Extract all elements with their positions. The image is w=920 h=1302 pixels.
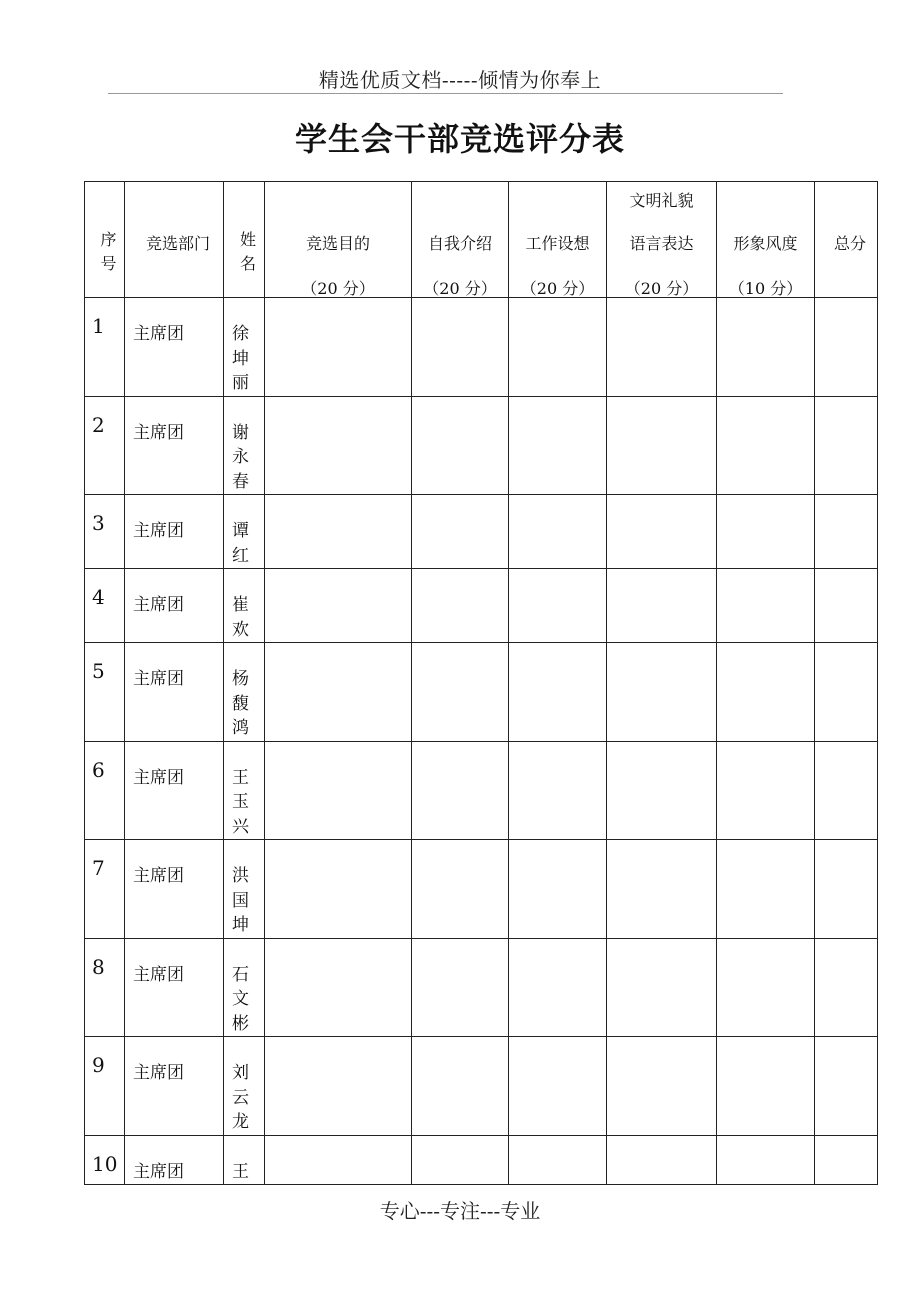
row-number: 3 [85, 495, 125, 569]
table-row [85, 396, 878, 495]
row-candidate-name: 刘云龙 [224, 1037, 265, 1136]
row-candidate-name: 崔欢 [224, 569, 265, 643]
score-image-cell[interactable] [717, 1135, 815, 1185]
page-footer: 专心---专注---专业 [379, 1199, 541, 1223]
col-header-plan [509, 182, 607, 298]
col-header-seq-line1: 序 [100, 230, 117, 249]
score-purpose-cell[interactable] [265, 1135, 412, 1185]
score-purpose-cell[interactable] [265, 1037, 412, 1136]
row-department: 主席团 [125, 1037, 224, 1136]
col-header-seq [85, 182, 125, 298]
row-number: 9 [85, 1037, 125, 1136]
score-manners-cell[interactable] [607, 495, 717, 569]
col-header-name-line1: 姓 [239, 230, 256, 249]
col-header-intro-label: 自我介绍 [427, 234, 492, 253]
header-divider [108, 93, 783, 94]
row-number: 5 [85, 643, 125, 742]
score-total-cell[interactable] [815, 1037, 878, 1136]
row-number: 7 [85, 840, 125, 939]
score-manners-cell[interactable] [607, 938, 717, 1037]
row-candidate-name: 谢永春 [224, 396, 265, 495]
col-header-manners-top: 文明礼貌 [629, 191, 694, 210]
score-total-cell[interactable] [815, 938, 878, 1037]
row-department: 主席团 [125, 741, 224, 840]
row-number: 2 [85, 396, 125, 495]
score-intro-cell[interactable] [412, 1135, 509, 1185]
row-department: 主席团 [125, 840, 224, 939]
score-purpose-cell[interactable] [265, 569, 412, 643]
col-header-image-points: （10 分） [728, 279, 803, 298]
col-header-plan-label: 工作设想 [525, 234, 590, 253]
score-image-cell[interactable] [717, 298, 815, 397]
score-intro-cell[interactable] [412, 1037, 509, 1136]
score-plan-cell[interactable] [509, 396, 607, 495]
score-intro-cell[interactable] [412, 741, 509, 840]
col-header-department: 竞选部门 [125, 182, 224, 298]
col-header-name-line2: 名 [239, 254, 256, 273]
row-number: 4 [85, 569, 125, 643]
row-number: 8 [85, 938, 125, 1037]
score-manners-cell[interactable] [607, 569, 717, 643]
row-department: 主席团 [125, 1135, 224, 1185]
score-manners-cell[interactable] [607, 741, 717, 840]
table-row [85, 569, 878, 643]
score-image-cell[interactable] [717, 840, 815, 939]
score-total-cell[interactable] [815, 495, 878, 569]
score-total-cell[interactable] [815, 840, 878, 939]
col-header-intro [412, 182, 509, 298]
table-row [85, 298, 878, 397]
col-header-seq-line2: 号 [100, 254, 117, 273]
row-candidate-name: 徐坤丽 [224, 298, 265, 397]
col-header-manners-label: 语言表达 [629, 234, 694, 253]
row-candidate-name: 洪国坤 [224, 840, 265, 939]
col-header-intro-points: （20 分） [423, 279, 497, 298]
score-image-cell[interactable] [717, 643, 815, 742]
score-plan-cell[interactable] [509, 741, 607, 840]
col-header-manners [607, 182, 717, 298]
score-image-cell[interactable] [717, 569, 815, 643]
score-plan-cell[interactable] [509, 298, 607, 397]
row-candidate-name: 杨馥鸿 [224, 643, 265, 742]
col-header-image [717, 182, 815, 298]
score-purpose-cell[interactable] [265, 396, 412, 495]
score-image-cell[interactable] [717, 741, 815, 840]
score-intro-cell[interactable] [412, 938, 509, 1037]
col-header-total: 总分 [815, 182, 878, 298]
col-header-image-label: 形象风度 [733, 234, 798, 253]
col-header-manners-points: （20 分） [624, 279, 699, 298]
row-department: 主席团 [125, 495, 224, 569]
table-body [85, 298, 878, 1185]
score-plan-cell[interactable] [509, 1037, 607, 1136]
score-intro-cell[interactable] [412, 495, 509, 569]
score-plan-cell[interactable] [509, 569, 607, 643]
document-title: 学生会干部竞选评分表 [294, 120, 625, 158]
table-row [85, 840, 878, 939]
score-purpose-cell[interactable] [265, 643, 412, 742]
score-total-cell[interactable] [815, 569, 878, 643]
score-image-cell[interactable] [717, 495, 815, 569]
score-total-cell[interactable] [815, 396, 878, 495]
row-candidate-name: 谭红 [224, 495, 265, 569]
score-purpose-cell[interactable] [265, 938, 412, 1037]
score-total-cell[interactable] [815, 741, 878, 840]
score-manners-cell[interactable] [607, 298, 717, 397]
col-header-name [224, 182, 265, 298]
row-department: 主席团 [125, 938, 224, 1037]
score-intro-cell[interactable] [412, 840, 509, 939]
score-image-cell[interactable] [717, 396, 815, 495]
score-manners-cell[interactable] [607, 396, 717, 495]
row-candidate-name: 石文彬 [224, 938, 265, 1037]
score-manners-cell[interactable] [607, 643, 717, 742]
table-row [85, 643, 878, 742]
score-total-cell[interactable] [815, 298, 878, 397]
row-number: 1 [85, 298, 125, 397]
row-number: 6 [85, 741, 125, 840]
score-image-cell[interactable] [717, 938, 815, 1037]
table-header-row [85, 182, 878, 298]
row-department: 主席团 [125, 396, 224, 495]
row-department: 主席团 [125, 643, 224, 742]
score-purpose-cell[interactable] [265, 298, 412, 397]
page-header: 精选优质文档-----倾情为你奉上 [318, 68, 602, 92]
score-plan-cell[interactable] [509, 643, 607, 742]
score-plan-cell[interactable] [509, 840, 607, 939]
row-candidate-name: 王玉兴 [224, 741, 265, 840]
table-row [85, 938, 878, 1037]
score-purpose-cell[interactable] [265, 741, 412, 840]
score-intro-cell[interactable] [412, 643, 509, 742]
score-total-cell[interactable] [815, 643, 878, 742]
table-row [85, 1037, 878, 1136]
col-header-purpose [265, 182, 412, 298]
row-department: 主席团 [125, 569, 224, 643]
score-purpose-cell[interactable] [265, 840, 412, 939]
score-plan-cell[interactable] [509, 1135, 607, 1185]
col-header-purpose-points: （20 分） [301, 279, 375, 298]
table-row [85, 495, 878, 569]
score-intro-cell[interactable] [412, 298, 509, 397]
score-intro-cell[interactable] [412, 396, 509, 495]
row-candidate-name: 王 [224, 1135, 265, 1185]
row-number: 10 [85, 1135, 125, 1185]
score-manners-cell[interactable] [607, 840, 717, 939]
score-plan-cell[interactable] [509, 495, 607, 569]
score-purpose-cell[interactable] [265, 495, 412, 569]
score-total-cell[interactable] [815, 1135, 878, 1185]
score-manners-cell[interactable] [607, 1037, 717, 1136]
col-header-purpose-label: 竞选目的 [305, 234, 370, 253]
row-department: 主席团 [125, 298, 224, 397]
score-intro-cell[interactable] [412, 569, 509, 643]
score-plan-cell[interactable] [509, 938, 607, 1037]
score-image-cell[interactable] [717, 1037, 815, 1136]
table-row [85, 1135, 878, 1185]
col-header-plan-points: （20 分） [520, 279, 595, 298]
scoring-table [84, 181, 878, 1185]
table-row [85, 741, 878, 840]
score-manners-cell[interactable] [607, 1135, 717, 1185]
